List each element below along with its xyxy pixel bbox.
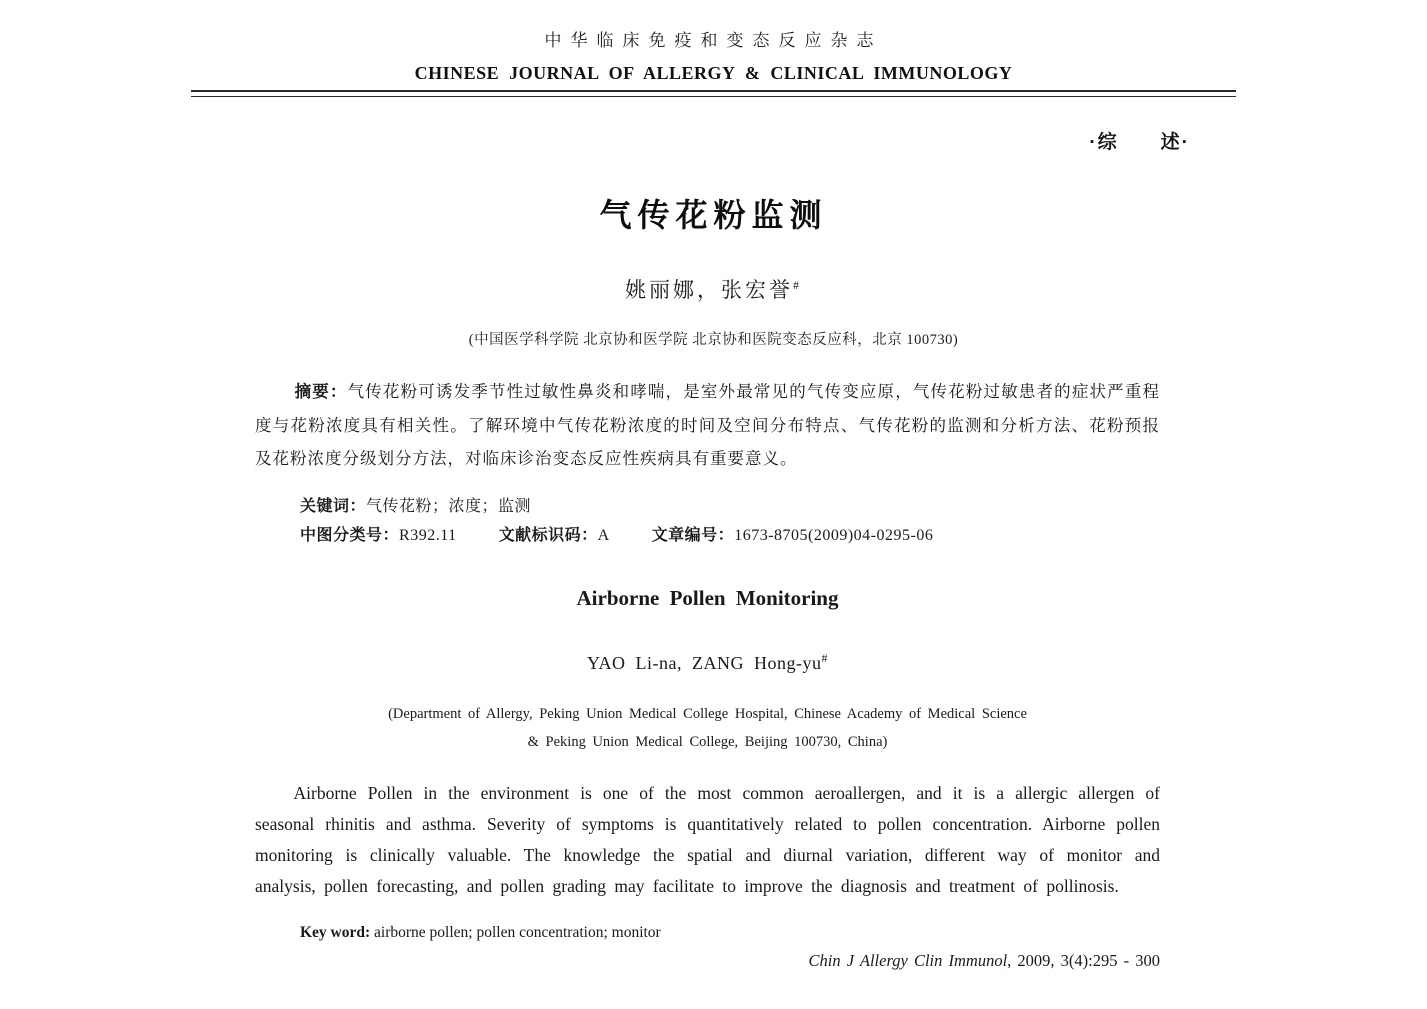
abstract-english: Airborne Pollen in the environment is one of the most common aeroallergen, and it is a allergic allergen of seasonal rhinitis and asthma. Severity of symptoms is quantitatively related to pollen concentration. Airborne pollen monitoring is clinically valuable. The knowledge the spatial and diurnal variation, different way of monitor and analysis, pollen forecasting, and pollen grading may facilitate to improve the diagnosis and treatment of pollinosis. xyxy=(255,782,1160,896)
abstract-chinese xyxy=(255,375,1160,475)
journal-title-chinese: 中华临床免疫和变态反应杂志 xyxy=(544,31,883,50)
affiliation-english-line1: (Department of Allergy, Peking Union Medical College Hospital, Chinese Academy of Medical Science xyxy=(388,705,1027,722)
keywords-line-chinese xyxy=(255,492,1160,521)
journal-title-english: CHINESE JOURNAL OF ALLERGY & CLINICAL IMMUNOLOGY xyxy=(414,63,1013,83)
article-id-value: 1673-8705(2009)04-0295-06 xyxy=(734,526,934,544)
authors-chinese-superscript: # xyxy=(793,278,802,292)
authors-chinese xyxy=(0,274,1427,304)
keywords-text-chinese: 气传花粉；浓度；监测 xyxy=(366,497,532,515)
authors-english-names: YAO Li-na, ZANG Hong-yu xyxy=(587,652,822,673)
citation-journal-name: Chin J Allergy Clin Immunol xyxy=(808,951,1008,970)
article-id-label: 文章编号： xyxy=(651,526,735,544)
citation-details: , 2009, 3(4):295 - 300 xyxy=(1007,951,1160,970)
clc-label: 中图分类号： xyxy=(300,526,400,544)
classification-line xyxy=(255,521,1160,550)
citation-line xyxy=(255,951,1160,971)
section-label-review: ·综 述· xyxy=(1089,132,1190,153)
affiliation-english-line2: & Peking Union Medical College, Beijing 100730, China) xyxy=(527,733,888,750)
keyword-label-english: Key word: xyxy=(300,924,371,941)
affiliation-chinese: (中国医学科学院 北京协和医学院 北京协和医院变态反应科，北京 100730) xyxy=(468,332,959,348)
authors-chinese-names: 姚丽娜，张宏誉 xyxy=(625,278,793,302)
article-title-english: Airborne Pollen Monitoring xyxy=(576,585,839,610)
article-title-chinese: 气传花粉监测 xyxy=(599,197,828,233)
keywords-label-chinese: 关键词： xyxy=(300,497,367,515)
content-column xyxy=(255,375,1160,971)
doc-code-value: A xyxy=(597,526,610,544)
doc-code-label: 文献标识码： xyxy=(498,526,598,544)
journal-masthead xyxy=(0,0,1427,97)
clc-value: R392.11 xyxy=(399,526,457,544)
authors-english xyxy=(255,651,1160,674)
masthead-divider-rule xyxy=(191,90,1236,97)
keyword-text-english: airborne pollen; pollen concentration; monitor xyxy=(374,924,661,941)
authors-english-superscript: # xyxy=(821,650,828,665)
keyword-line-english xyxy=(255,919,1160,947)
affiliation-english xyxy=(255,700,1160,756)
abstract-label-chinese: 摘要： xyxy=(294,383,348,401)
abstract-text-chinese: 气传花粉可诱发季节性过敏性鼻炎和哮喘，是室外最常见的气传变应原，气传花粉过敏患者的症状严重程度与花粉浓度具有相关性。了解环境中气传花粉浓度的时间及空间分布特点、气传花粉的监测和分析方法、花粉预报及花粉浓度分级划分方法，对临床诊治变态反应性疾病具有重要意义。 xyxy=(255,382,1161,468)
